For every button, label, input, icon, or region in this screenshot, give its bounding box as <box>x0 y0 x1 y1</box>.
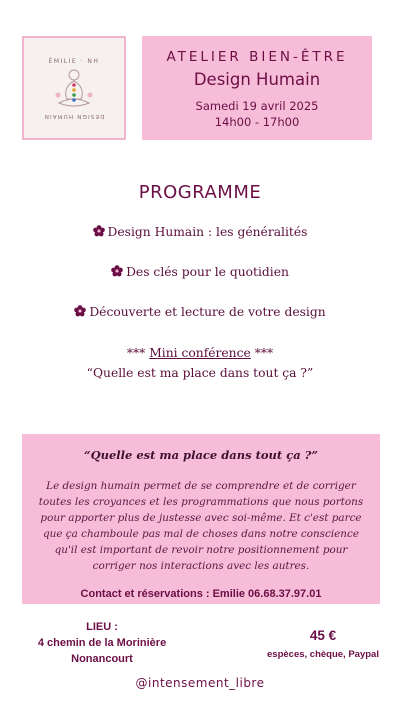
atelier-title: ATELIER BIEN-ÊTRE <box>166 49 348 65</box>
description-text: Le design humain permet de se comprendre et de corriger toutes les croyances et les programmations que nous portons pour apporter plus de justesse avec soi-même. Et c'est parce que ça chamboule pas mal de choses dans notre conscience qu'il est important de revoir notre positionnement pour corriger nos interactions avec les autres. <box>38 480 364 572</box>
location-label: LIEU : <box>86 621 118 633</box>
social-handle: @intensement_libre <box>135 676 265 690</box>
event-header <box>142 36 372 140</box>
conference-suffix: *** <box>250 346 274 360</box>
event-subtitle: Design Humain <box>193 70 321 89</box>
conference-prefix: *** <box>126 346 150 360</box>
meditation-figure-logo-icon <box>31 45 117 131</box>
location-address: 4 chemin de la Morinière <box>37 637 167 649</box>
flower-icon <box>93 225 105 237</box>
programme-item-label: Découverte et lecture de votre design <box>89 305 326 319</box>
flower-icon <box>74 305 86 317</box>
location-block <box>22 619 182 667</box>
programme-title: PROGRAMME <box>138 182 262 203</box>
event-day: Samedi 19 avril 2025 <box>195 99 319 113</box>
programme-item <box>0 225 400 239</box>
programme-item-label: Design Humain : les généralités <box>107 225 308 239</box>
location-city: Nonancourt <box>71 653 133 665</box>
quote-title: “Quelle est ma place dans tout ça ?” <box>83 448 319 462</box>
conference-title: “Quelle est ma place dans tout ça ?” <box>86 366 314 380</box>
logo-text-bottom: DESIGN HUMAIN <box>43 113 105 119</box>
price-block <box>258 628 388 660</box>
programme-item <box>0 305 400 319</box>
logo-text-top: ÉMILIE · NH <box>48 58 100 65</box>
flower-icon <box>111 265 123 277</box>
event-hours: 14h00 - 17h00 <box>214 115 300 129</box>
programme-item-label: Des clés pour le quotidien <box>126 265 289 279</box>
contact-info: Contact et réservations : Emilie 06.68.37.97.01 <box>80 588 322 600</box>
payment-methods: espèces, chèque, Paypal <box>267 649 379 660</box>
info-panel <box>22 434 380 604</box>
programme-item <box>0 265 400 279</box>
price-amount: 45 € <box>309 628 337 643</box>
mini-conference-text: Mini conférence <box>149 346 251 360</box>
event-date <box>142 98 372 130</box>
mini-conference-label <box>0 346 400 360</box>
logo <box>22 36 126 140</box>
